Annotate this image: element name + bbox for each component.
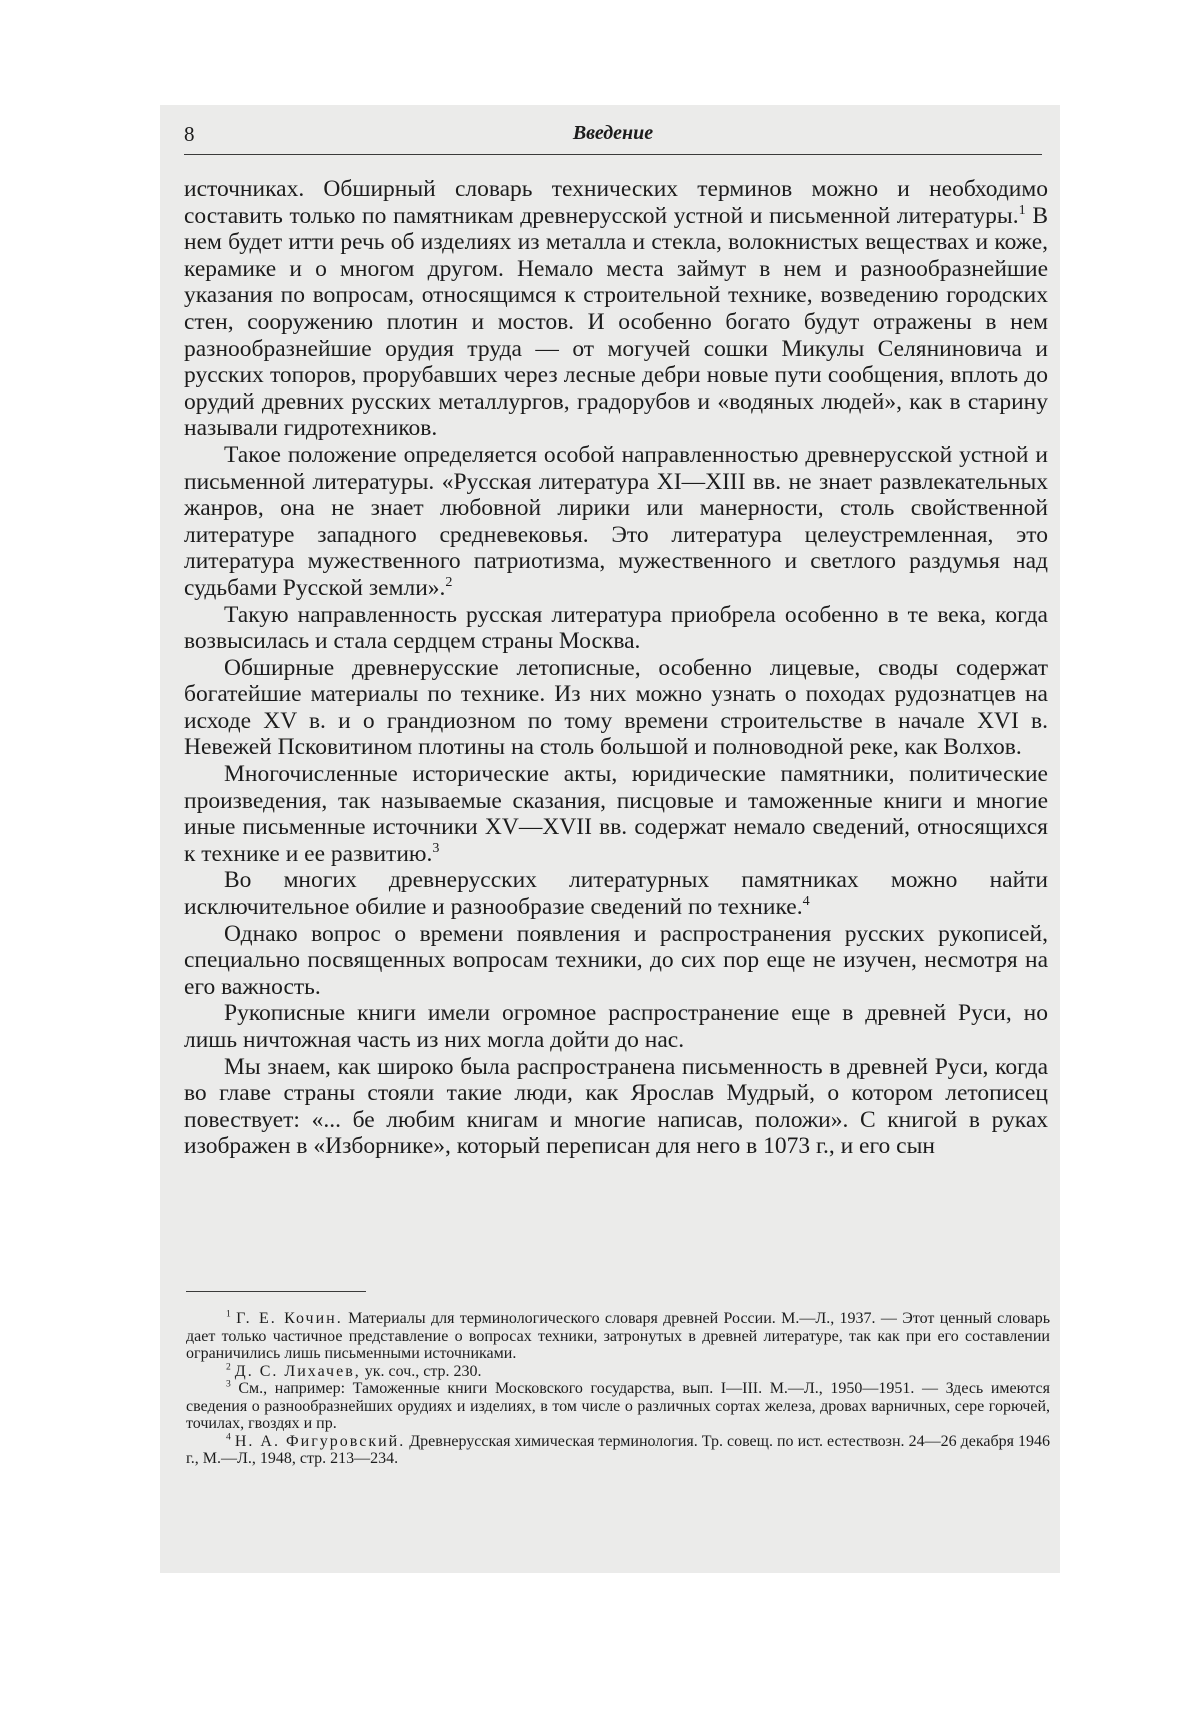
paragraph: Однако вопрос о времени появления и распространения русских рукописей, специально посвященных вопросам техники, до сих пор еще не изучен, несмотря на его важность. [184, 920, 1048, 1000]
footnote-number: 3 [226, 1378, 231, 1390]
paragraph: Во многих древнерусских литературных памятниках можно найти исключительное обилие и разнообразие сведений по технике.$^4$ [184, 867, 1048, 921]
body-text [184, 176, 1048, 1160]
footnote-ref: 4 [802, 893, 810, 910]
footnote-author: Г. Е. Кочин. [236, 1310, 343, 1327]
footnote-ref: 1 [1018, 201, 1026, 218]
footnote: $^4$ Н. А. Фигуровский. Древнерусская химическая терминология. Тр. совещ. по ист. естествозн. 24—26 декабря 1946 г., М.—Л., 1948, стр. 213—234. [186, 1431, 1050, 1467]
footnote-author: Н. А. Фигуровский. [234, 1432, 406, 1450]
paragraph: Обширные древнерусские летописные, особенно лицевые, своды содержат богатейшие материалы по технике. Из них можно узнать о походах рудознатцев на исходе XV в. и о грандиозном по тому времени строительстве в начале XVI в. Невежей Псковитином плотины на столь большой и полноводной реке, как Волхов. [184, 654, 1048, 761]
footnote-number: 2 [226, 1361, 231, 1373]
paragraph: источниках. Обширный словарь технических терминов можно и необходимо составить только по памятникам древнерусской устной и письменной литературы.$^1$ В нем будет итти речь об изделиях из металла и стекла, волокнистых веществах и коже, керамике и о многом другом. Немало места займут в нем и разнообразнейшие указания по вопросам, относящимся к строительной технике, возведению городских стен, сооружению плотин и мостов. И особенно богато будут отражены в нем разнообразнейшие орудия труда — от могучей сошки Микулы Селяниновича и русских топоров, прорубавших через лесные дебри новые пути сообщения, вплоть до орудий древних русских металлургов, градорубов и «водяных людей», как в старину называли гидротехников. [184, 176, 1048, 442]
footnote: $^2$ Д. С. Лихачев, ук. соч., стр. 230. [226, 1361, 482, 1380]
footnotes [186, 1310, 1050, 1468]
footnote: $^3$ См., например: Таможенные книги Московского государства, вып. I—III. М.—Л., 1950—1951. — Здесь имеются сведения о разнообразнейших орудиях и изделиях, в том числе о различных сортах железа, дровах варничных, сере горючей, точилах, гвоздях и пр. [186, 1378, 1050, 1432]
footnote-ref: 2 [445, 574, 453, 591]
footnote-separator [186, 1291, 366, 1292]
footnote-number: 1 [226, 1308, 231, 1320]
paragraph: Такую направленность русская литература приобрела особенно в те века, когда возвысилась и стала сердцем страны Москва. [184, 601, 1048, 655]
footnote-ref: 3 [432, 840, 440, 857]
page-header [184, 118, 1042, 155]
paragraph: Такое положение определяется особой направленностью древнерусской устной и письменной литературы. «Русская литература XI—XIII вв. не знает развлекательных жанров, она не знает любовной лирики или манерности, столь свойственной литературе западного средневековья. Это литература целеустремленная, это литература мужественного патриотизма, мужественного и светлого раздумья над судьбами Русской земли».$^2$ [184, 441, 1048, 601]
footnote-number: 4 [226, 1431, 231, 1443]
footnote-author: Д. С. Лихачев, [234, 1362, 361, 1380]
running-head: Введение [572, 122, 654, 144]
paragraph: Мы знаем, как широко была распространена письменность в древней Руси, когда во главе страны стояли такие люди, как Ярослав Мудрый, о котором летописец повествует: «... бе любим книгам и многие написав, положи». С книгой в руках изображен в «Изборнике», который переписан для него в 1073 г., и его сын [184, 1053, 1048, 1160]
paragraph: Рукописные книги имели огромное распространение еще в древней Руси, но лишь ничтожная часть из них могла дойти до нас. [184, 1000, 1048, 1053]
footnote: $^1$ Г. Е. Кочин. Материалы для терминологического словаря древней России. М.—Л., 1937. — Этот ценный словарь дает только частичное представление о вопросах техники, затронутых в древней литературе, так как при его составлении ограничились лишь письменными источниками. [186, 1308, 1051, 1362]
page-number: 8 [184, 122, 195, 146]
paragraph: Многочисленные исторические акты, юридические памятники, политические произведения, так называемые сказания, писцовые и таможенные книги и многие иные письменные источники XV—XVII вв. содержат немало сведений, относящихся к технике и ее развитию.$^3$ [184, 761, 1048, 867]
